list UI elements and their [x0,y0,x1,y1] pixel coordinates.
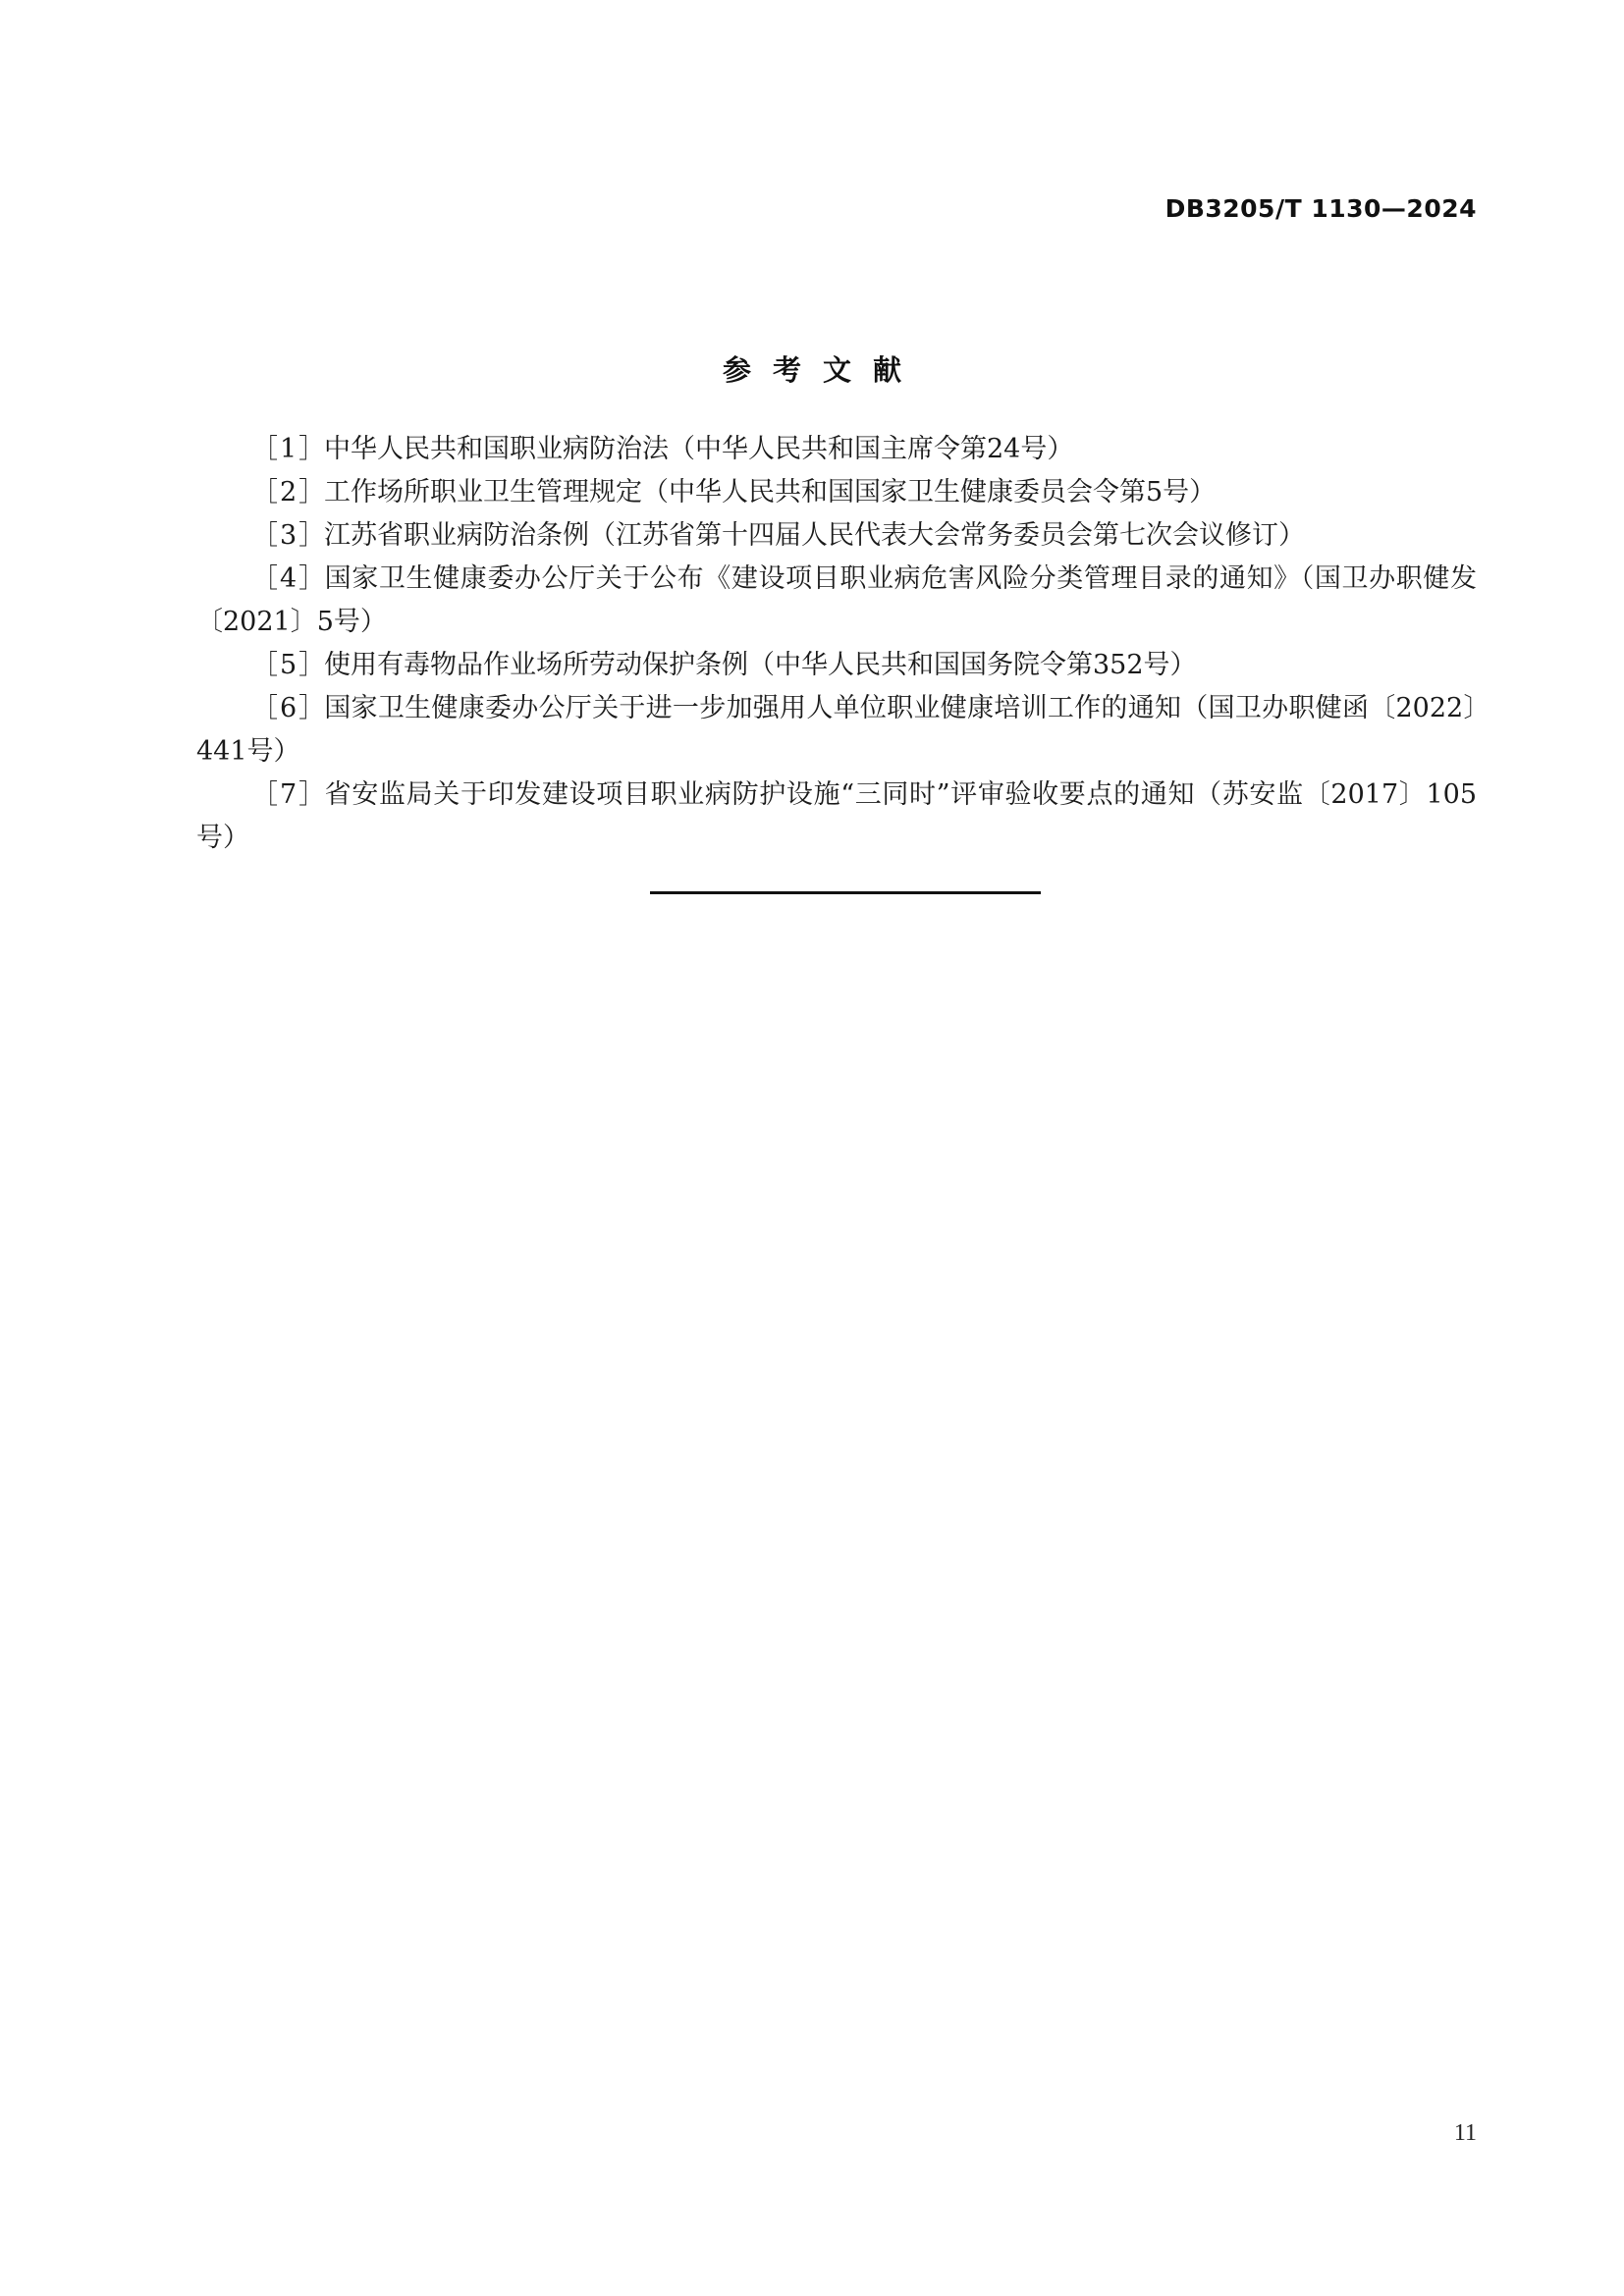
reference-text: 国家卫生健康委办公厅关于进一步加强用人单位职业健康培训工作的通知（国卫办职健函〔2022〕441号） [196,693,1477,767]
reference-text: 使用有毒物品作业场所劳动保护条例（中华人民共和国国务院令第352号） [324,650,1197,680]
reference-item [196,687,1477,774]
reference-item [196,558,1477,644]
reference-item [196,428,1477,471]
reference-text: 国家卫生健康委办公厅关于公布《建设项目职业病危害风险分类管理目录的通知》（国卫办职健发〔2021〕5号） [196,563,1477,637]
reference-item [196,774,1477,860]
reference-text: 省安监局关于印发建设项目职业病防护设施“三同时”评审验收要点的通知（苏安监〔2017〕105号） [196,779,1477,853]
reference-number: ［2］ [251,477,328,507]
reference-item [196,644,1477,687]
end-divider [650,891,1041,894]
reference-number: ［6］ [251,693,328,723]
reference-text: 江苏省职业病防治条例（江苏省第十四届人民代表大会常务委员会第七次会议修订） [324,520,1305,551]
section-title: 参考文献 [722,353,923,387]
reference-text: 中华人民共和国职业病防治法（中华人民共和国主席令第24号） [324,434,1074,464]
reference-number: ［5］ [251,650,328,680]
reference-number: ［3］ [251,520,328,551]
reference-list [196,428,1477,860]
reference-item [196,471,1477,514]
reference-number: ［1］ [251,434,328,464]
reference-text: 工作场所职业卫生管理规定（中华人民共和国国家卫生健康委员会令第5号） [324,477,1217,507]
reference-item [196,514,1477,558]
page-number: 11 [1453,2120,1477,2146]
reference-number: ［4］ [251,563,328,594]
document-code: DB3205/T 1130—2024 [1164,194,1477,223]
reference-number: ［7］ [251,779,328,810]
